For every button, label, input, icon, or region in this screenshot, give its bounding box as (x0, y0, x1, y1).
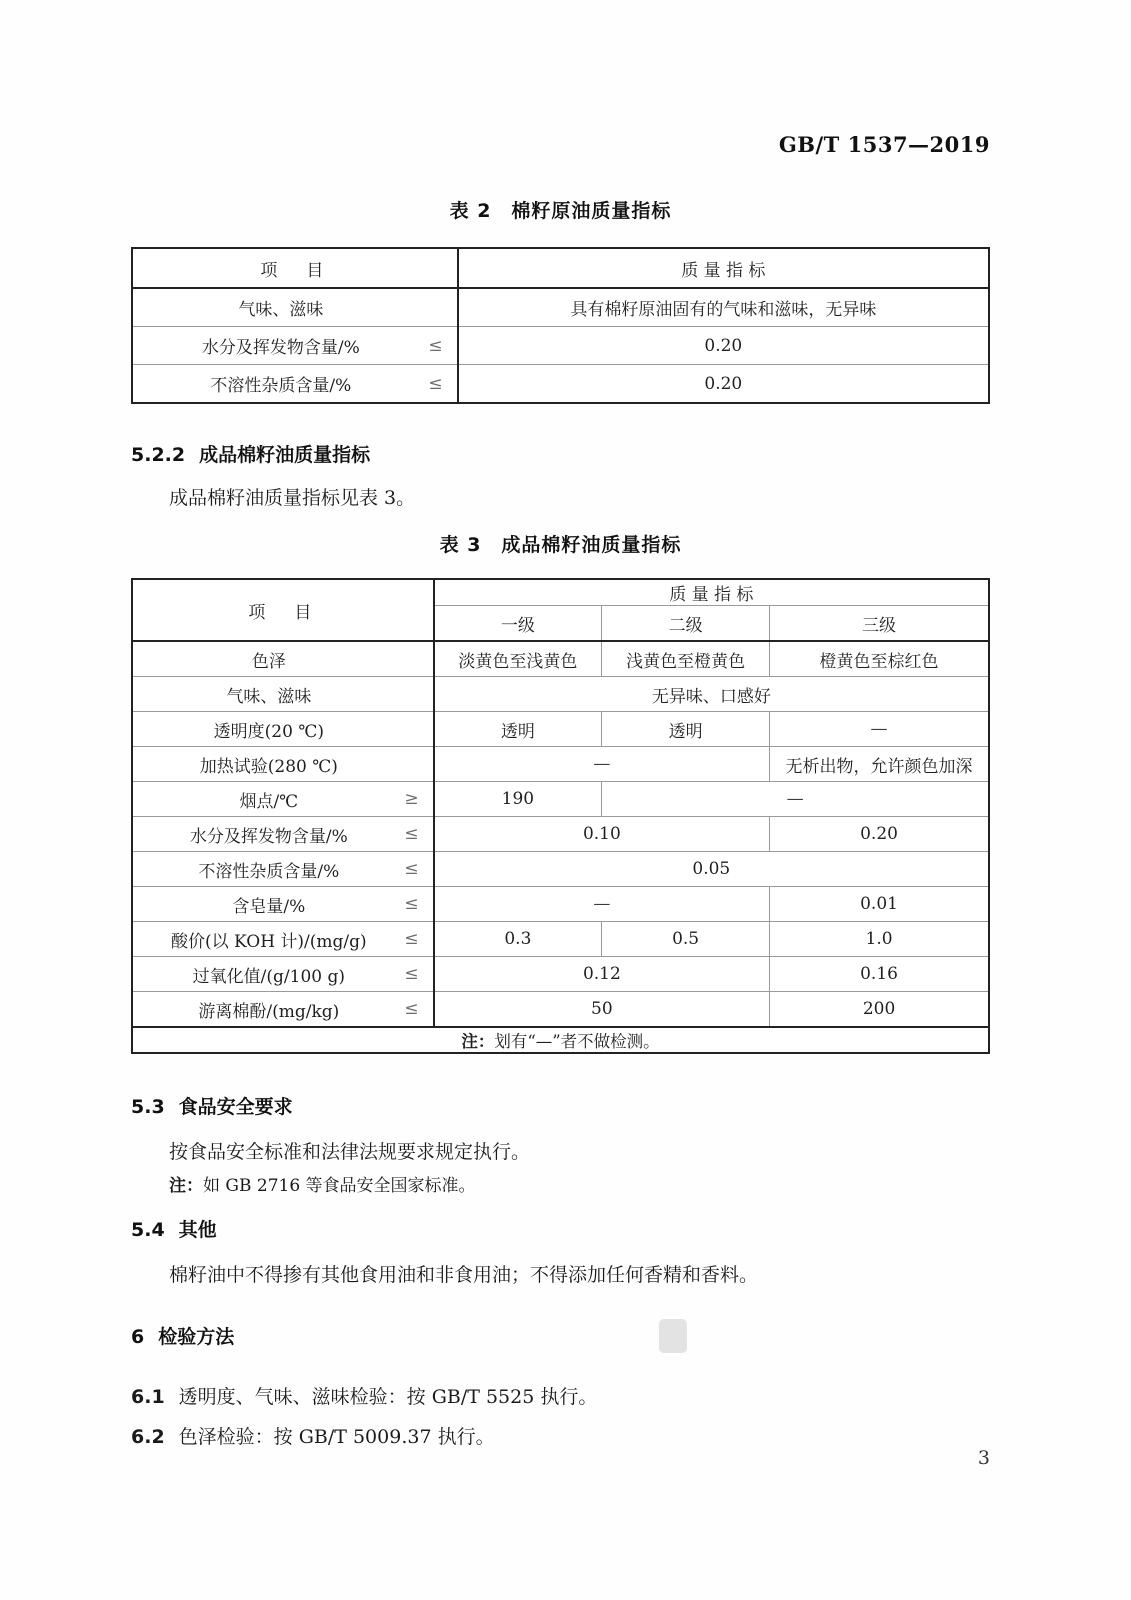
table2-value-moisture: 0.20 (458, 327, 989, 365)
section-5-3 (131, 1092, 990, 1119)
section-5-2-2-heading (131, 440, 990, 467)
table3-gossypol-g3: 200 (770, 992, 989, 1028)
section-5-3-note-label: 注： (169, 1176, 203, 1196)
section-6-title: 检验方法 (158, 1326, 235, 1348)
table3-smoke-point-g23: — (602, 782, 989, 817)
table-row (132, 817, 989, 852)
table2 (131, 247, 990, 404)
section-5-3-body-wrap (131, 1138, 990, 1167)
table3-grade-3: 三级 (770, 606, 989, 642)
table3 (131, 578, 990, 1054)
table2-value-odor: 具有棉籽原油固有的气味和滋味，无异味 (458, 288, 989, 327)
table3-heat-test-g3: 无析出物，允许颜色加深 (770, 747, 989, 782)
section-5-2-2-body: 成品棉籽油质量指标见表 3。 (169, 487, 416, 509)
table3-grade-2: 二级 (602, 606, 770, 642)
table3-item-moisture: 水分及挥发物含量/% ≤ (132, 817, 434, 852)
table3-note-label: 注： (461, 1032, 495, 1051)
table3-wrap (131, 578, 990, 1054)
table2-value-impurity: 0.20 (458, 365, 989, 404)
table3-peroxide-g3: 0.16 (770, 957, 989, 992)
table3-acid-g1: 0.3 (434, 922, 602, 957)
table3-item-odor: 气味、滋味 (132, 677, 434, 712)
table2-col-item: 项 目 (132, 248, 458, 288)
table3-item-soap: 含皂量/% ≤ (132, 887, 434, 922)
section-5-4-body: 棉籽油中不得掺有其他食用油和非食用油；不得添加任何香精和香料。 (169, 1264, 759, 1286)
table3-col-item: 项 目 (132, 579, 434, 641)
table3-item-transparency: 透明度(20 ℃) (132, 712, 434, 747)
table3-color-g3: 橙黄色至棕红色 (770, 641, 989, 677)
table-row (132, 365, 989, 404)
table3-item-impurity: 不溶性杂质含量/% ≤ (132, 852, 434, 887)
table-row (132, 887, 989, 922)
table-row (132, 922, 989, 957)
section-6-clauses (131, 1383, 990, 1451)
table3-soap-g12: — (434, 887, 770, 922)
table2-item-odor: 气味、滋味 (132, 288, 458, 327)
section-5-2-2-body-wrap (131, 484, 990, 513)
table-row (132, 288, 989, 327)
table-row (132, 641, 989, 677)
section-5-4-heading (131, 1215, 990, 1242)
table3-moisture-g3: 0.20 (770, 817, 989, 852)
table-row (132, 677, 989, 712)
section-6 (131, 1322, 990, 1349)
section-5-3-number: 5.3 (131, 1096, 165, 1118)
section-6-heading (131, 1322, 990, 1349)
table2-item-moisture: 水分及挥发物含量/% ≤ (132, 327, 458, 365)
table-row (132, 782, 989, 817)
section-5-4 (131, 1215, 990, 1242)
table3-heat-test-g12: — (434, 747, 770, 782)
table3-acid-g3: 1.0 (770, 922, 989, 957)
table3-transparency-g1: 透明 (434, 712, 602, 747)
clause-6-2-number: 6.2 (131, 1425, 165, 1448)
section-5-3-note-text: 如 GB 2716 等食品安全国家标准。 (203, 1176, 476, 1196)
clause-6-1-text: 透明度、气味、滋味检验：按 GB/T 5525 执行。 (178, 1386, 598, 1408)
table3-item-peroxide: 过氧化值/(g/100 g) ≤ (132, 957, 434, 992)
table3-item-color: 色泽 (132, 641, 434, 677)
section-5-4-number: 5.4 (131, 1219, 165, 1241)
table3-color-g1: 淡黄色至浅黄色 (434, 641, 602, 677)
section-5-3-title: 食品安全要求 (178, 1096, 293, 1118)
table3-smoke-point-g1: 190 (434, 782, 602, 817)
table3-impurity-all: 0.05 (434, 852, 989, 887)
table3-soap-g3: 0.01 (770, 887, 989, 922)
section-5-3-heading (131, 1092, 990, 1119)
table3-gossypol-g12: 50 (434, 992, 770, 1028)
section-5-3-body: 按食品安全标准和法律法规要求规定执行。 (169, 1141, 531, 1163)
clause-6-2 (131, 1423, 990, 1452)
table3-header-group-row (132, 579, 989, 606)
table3-item-smoke-point: 烟点/℃ ≥ (132, 782, 434, 817)
section-5-2-2-title: 成品棉籽油质量指标 (199, 444, 371, 466)
table3-transparency-g2: 透明 (602, 712, 770, 747)
section-5-3-note-wrap (131, 1174, 990, 1200)
table-row (132, 712, 989, 747)
table3-caption-wrap (131, 530, 990, 557)
clause-6-1-number: 6.1 (131, 1386, 165, 1408)
table3-grade-1: 一级 (434, 606, 602, 642)
table-row (132, 327, 989, 365)
table2-caption: 表 2 棉籽原油质量指标 (449, 200, 672, 222)
table2-wrap (131, 247, 990, 404)
table2-caption-wrap (131, 196, 990, 223)
table3-color-g2: 浅黄色至橙黄色 (602, 641, 770, 677)
table-row (132, 992, 989, 1028)
table3-transparency-g3: — (770, 712, 989, 747)
standard-number-header: GB/T 1537—2019 (778, 132, 990, 157)
table3-note-text: 划有“—”者不做检测。 (494, 1032, 660, 1051)
table3-caption: 表 3 成品棉籽油质量指标 (439, 534, 682, 556)
table3-item-gossypol: 游离棉酚/(mg/kg) ≤ (132, 992, 434, 1028)
scan-artifact (659, 1319, 687, 1353)
table3-note (132, 1027, 989, 1053)
table-row (132, 957, 989, 992)
table3-item-acid-value: 酸价(以 KOH 计)/(mg/g) ≤ (132, 922, 434, 957)
table3-peroxide-g12: 0.12 (434, 957, 770, 992)
page-number: 3 (977, 1447, 990, 1469)
table3-acid-g2: 0.5 (602, 922, 770, 957)
table-row (132, 852, 989, 887)
table3-moisture-g12: 0.10 (434, 817, 770, 852)
table2-col-value: 质 量 指 标 (458, 248, 989, 288)
section-5-2-2 (131, 440, 990, 467)
table-row (132, 747, 989, 782)
table2-header-row (132, 248, 989, 288)
section-5-3-note (131, 1174, 990, 1200)
table3-col-group: 质 量 指 标 (434, 579, 989, 606)
clause-6-2-text: 色泽检验：按 GB/T 5009.37 执行。 (178, 1425, 495, 1448)
section-6-number: 6 (131, 1326, 145, 1348)
section-5-4-title: 其他 (178, 1219, 217, 1241)
table3-odor-all: 无异味、口感好 (434, 677, 989, 712)
table3-item-heat-test: 加热试验(280 ℃) (132, 747, 434, 782)
table3-note-row (132, 1027, 989, 1053)
section-5-2-2-number: 5.2.2 (131, 444, 186, 466)
section-5-4-body-wrap (131, 1261, 990, 1290)
clause-6-1 (131, 1383, 990, 1412)
table2-item-impurity: 不溶性杂质含量/% ≤ (132, 365, 458, 404)
